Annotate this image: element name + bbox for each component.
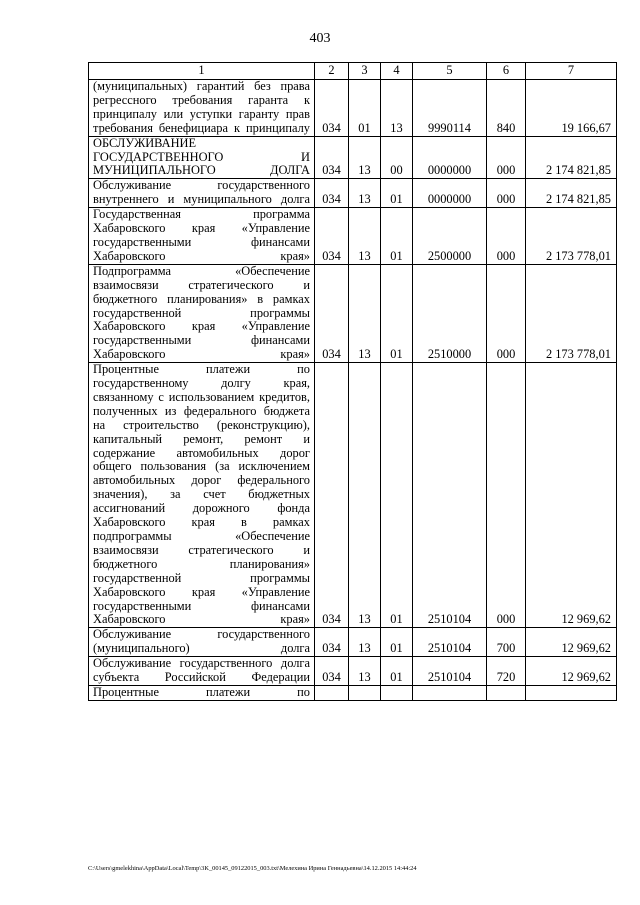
row-code-5: 2510000 [413,264,487,362]
row-code-5 [413,685,487,700]
row-code-4: 01 [381,363,413,628]
row-code-3: 13 [349,136,381,179]
column-header: 7 [526,63,617,80]
row-description: Обслуживание государственного долга субъекта Российской Федерации [89,657,315,686]
row-code-4: 00 [381,136,413,179]
row-code-4: 01 [381,208,413,265]
row-code-2: 034 [315,363,349,628]
column-header: 3 [349,63,381,80]
row-code-4 [381,685,413,700]
row-code-3: 13 [349,628,381,657]
row-description: Процентные платежи по [89,685,315,700]
row-code-3: 13 [349,657,381,686]
row-description: Обслуживание государственного (муниципального) долга [89,628,315,657]
row-code-6: 000 [487,208,526,265]
row-code-2: 034 [315,208,349,265]
row-code-3: 13 [349,264,381,362]
row-code-5: 9990114 [413,80,487,137]
row-description: Процентные платежи по государственному долгу края, связанному с использованием кредитов, полученных из федерального бюджета на строительство (реконструкцию), капитальный ремонт, ремонт и содержание автомобильных дорог общего пользования (за исключением автомобильных дорог федерального значения), за счет бюджетных ассигнований дорожного фонда Хабаровского края в рамках подпрограммы «Обеспечение взаимосвязи стратегического и бюджетного планирования» государственной программы Хабаровского края «Управление государственными финансами Хабаровского края» [89,363,315,628]
row-code-2: 034 [315,80,349,137]
table-row [89,264,617,362]
row-code-6: 000 [487,179,526,208]
row-code-2: 034 [315,657,349,686]
row-amount: 2 174 821,85 [526,179,617,208]
table-row [89,685,617,700]
page-number: 403 [309,31,331,46]
column-header: 4 [381,63,413,80]
row-code-5: 2500000 [413,208,487,265]
row-code-6: 840 [487,80,526,137]
row-code-2: 034 [315,264,349,362]
row-code-3: 01 [349,80,381,137]
row-amount: 19 166,67 [526,80,617,137]
row-code-5: 0000000 [413,179,487,208]
row-code-5: 2510104 [413,363,487,628]
row-description: (муниципальных) гарантий без права регрессного требования гаранта к принципалу или уступки гаранту прав требования бенефициара к принципалу [89,80,315,137]
row-code-6: 700 [487,628,526,657]
row-amount: 12 969,62 [526,657,617,686]
row-code-3: 13 [349,208,381,265]
row-code-2 [315,685,349,700]
row-code-6: 000 [487,264,526,362]
table-header-row [89,63,617,80]
row-amount: 12 969,62 [526,628,617,657]
table-row [89,208,617,265]
row-amount: 12 969,62 [526,363,617,628]
row-description: Государственная программа Хабаровского края «Управление государственными финансами Хабаровского края» [89,208,315,265]
row-code-4: 01 [381,179,413,208]
table-row [89,80,617,137]
row-code-4: 01 [381,628,413,657]
row-description: Подпрограмма «Обеспечение взаимосвязи стратегического и бюджетного планирования» в рамках государственной программы Хабаровского края «Управление государственными финансами Хабаровского края» [89,264,315,362]
row-code-6: 720 [487,657,526,686]
row-description: Обслуживание государственного внутреннего и муниципального долга [89,179,315,208]
row-description: ОБСЛУЖИВАНИЕ ГОСУДАРСТВЕННОГО И МУНИЦИПАЛЬНОГО ДОЛГА [89,136,315,179]
row-code-4: 13 [381,80,413,137]
row-code-5: 2510104 [413,628,487,657]
row-code-6: 000 [487,136,526,179]
column-header: 6 [487,63,526,80]
row-code-4: 01 [381,657,413,686]
row-code-6 [487,685,526,700]
table-row [89,136,617,179]
table-row [89,179,617,208]
column-header: 5 [413,63,487,80]
row-code-4: 01 [381,264,413,362]
row-amount: 2 173 778,01 [526,208,617,265]
column-header: 2 [315,63,349,80]
row-code-2: 034 [315,136,349,179]
column-header: 1 [89,63,315,80]
row-code-5: 0000000 [413,136,487,179]
row-code-5: 2510104 [413,657,487,686]
row-code-6: 000 [487,363,526,628]
file-path-footer: C:\Users\gmelekhina\AppData\Local\Temp\3K_00145_09122015_003.txt\Мелехина Ирина Геннадьевна\14.12.2015 14:44:24 [88,865,417,872]
table-row [89,657,617,686]
row-code-3 [349,685,381,700]
row-code-3: 13 [349,363,381,628]
budget-table [88,62,617,701]
row-code-3: 13 [349,179,381,208]
table-row [89,628,617,657]
row-code-2: 034 [315,628,349,657]
row-amount: 2 174 821,85 [526,136,617,179]
row-amount: 2 173 778,01 [526,264,617,362]
row-code-2: 034 [315,179,349,208]
row-amount [526,685,617,700]
table-row [89,363,617,628]
